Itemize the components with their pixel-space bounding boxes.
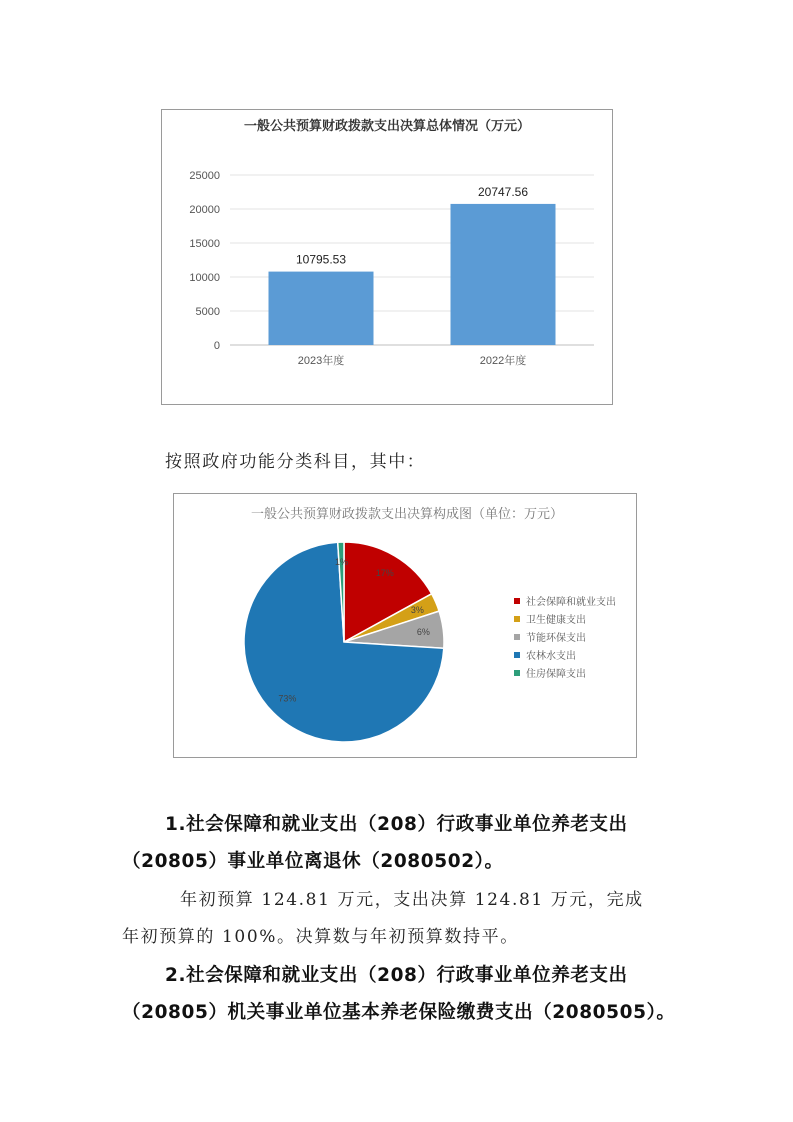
y-tick-label: 25000	[189, 170, 220, 182]
bar-value-label: 10795.53	[295, 252, 347, 267]
pie-chart-title: 一般公共预算财政拨款支出决算构成图（单位：万元）	[250, 506, 564, 521]
heading-1-line-1: 1.社会保障和就业支出（208）行政事业单位养老支出	[165, 814, 628, 835]
heading-1-line-2: （20805）事业单位离退休（2080502）。	[122, 851, 504, 872]
y-tick-label: 20000	[189, 204, 220, 216]
pie-chart	[174, 494, 636, 757]
pie-slice-label: 73%	[278, 693, 297, 704]
y-tick-label: 0	[213, 340, 220, 352]
legend-label: 卫生健康支出	[526, 615, 586, 626]
y-tick-label: 5000	[195, 306, 220, 318]
x-tick-label: 2023年度	[297, 355, 345, 367]
x-tick-label: 2022年度	[479, 355, 527, 367]
pie-slice-label: 3%	[410, 605, 424, 616]
heading-2-line-1: 2.社会保障和就业支出（208）行政事业单位养老支出	[165, 965, 628, 986]
y-tick-label: 10000	[189, 272, 220, 284]
bar	[269, 272, 374, 345]
pie-slice-label: 1%	[334, 557, 349, 567]
bar-value-label: 20747.56	[477, 184, 529, 199]
legend-label: 社会保障和就业支出	[526, 597, 616, 608]
legend-swatch	[514, 670, 520, 676]
pie-chart-frame	[173, 493, 637, 758]
heading-2-line-2: （20805）机关事业单位基本养老保险缴费支出（2080505）。	[122, 1002, 676, 1023]
intro-text: 按照政府功能分类科目，其中：	[165, 452, 426, 472]
legend-label: 住房保障支出	[526, 669, 586, 680]
paragraph-1-line-2: 年初预算的 100%。决算数与年初预算数持平。	[122, 927, 519, 947]
pie-slice-label: 17%	[375, 568, 394, 579]
bar-chart-title: 一般公共预算财政拨款支出决算总体情况（万元）	[243, 118, 531, 133]
legend-swatch	[514, 616, 520, 622]
legend-label: 农林水支出	[526, 651, 576, 662]
bar	[451, 204, 556, 345]
legend-swatch	[514, 598, 520, 604]
legend-label: 节能环保支出	[526, 633, 586, 644]
paragraph-1-line-1: 年初预算 124.81 万元，支出决算 124.81 万元，完成	[180, 890, 644, 910]
bar-chart	[162, 110, 612, 404]
legend-swatch	[514, 652, 520, 658]
pie-slice-label: 6%	[416, 627, 430, 637]
y-tick-label: 15000	[189, 238, 220, 250]
bar-chart-frame	[161, 109, 613, 405]
legend-swatch	[514, 634, 520, 640]
